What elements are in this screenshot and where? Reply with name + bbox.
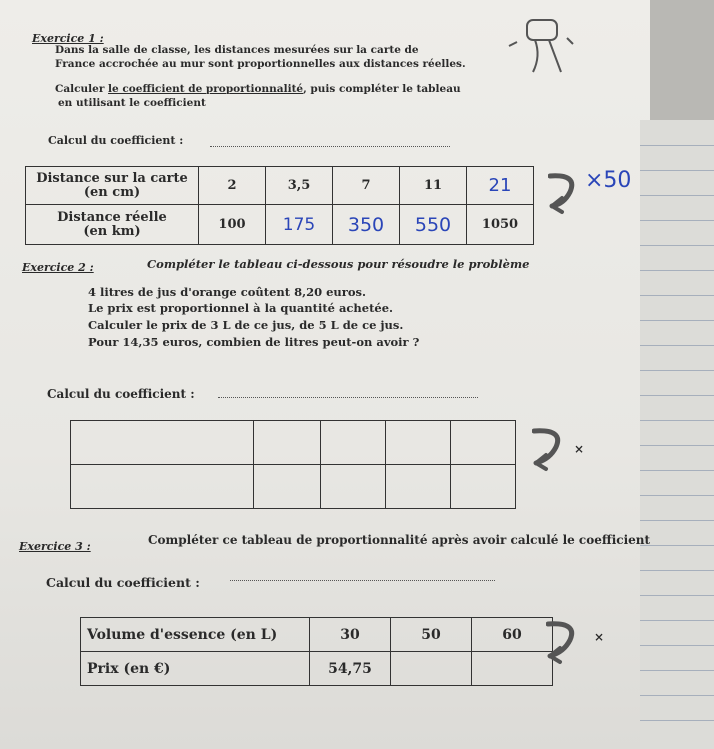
- ex1-multiplier: ×50: [585, 168, 632, 193]
- ex3-cell-r1c1: 30: [310, 618, 391, 652]
- ex1-coef-label: Calcul du coefficient :: [48, 134, 184, 147]
- ex1-table: [25, 166, 534, 245]
- ex2-line2: Le prix est proportionnel à la quantité achetée.: [88, 301, 394, 315]
- ex1-cell-r1c1: 2: [199, 167, 266, 205]
- ex1-line3-c: , puis compléter le tableau: [303, 83, 461, 95]
- ex2-cell-r2c0[interactable]: [71, 465, 254, 509]
- underlying-lined-sheet: [640, 120, 714, 749]
- ex3-cell-r1c2: 50: [391, 618, 472, 652]
- ex1-coef-answer-line[interactable]: [210, 146, 450, 147]
- ex3-coef-answer-line[interactable]: [230, 580, 495, 581]
- ex1-row2-label: Distance réelle (en km): [26, 205, 199, 245]
- ex3-row1-label: Volume d'essence (en L): [81, 618, 310, 652]
- ex2-coef-answer-line[interactable]: [218, 397, 478, 398]
- ex3-cell-r2c2[interactable]: [391, 652, 472, 686]
- ex3-coef-label: Calcul du coefficient :: [46, 575, 200, 590]
- ex2-cell-r2c3[interactable]: [386, 465, 451, 509]
- ex1-line1: Dans la salle de classe, les distances mesurées sur la carte de: [55, 44, 419, 56]
- ex1-cell-r2c5: 1050: [467, 205, 534, 245]
- ex2-row1: [71, 421, 516, 465]
- ex1-line3-b: le coefficient de proportionnalité: [108, 83, 304, 95]
- ex1-title: Exercice 1 :: [32, 32, 104, 45]
- ex1-row1-label: Distance sur la carte (en cm): [26, 167, 199, 205]
- ex1-cell-r1c5[interactable]: 21: [467, 167, 534, 205]
- ex2-cell-r2c4[interactable]: [451, 465, 516, 509]
- ex1-line3: [55, 83, 461, 95]
- ex1-line3-a: Calculer: [55, 83, 109, 95]
- ex2-cell-r1c2[interactable]: [321, 421, 386, 465]
- ex1-cell-r2c3[interactable]: 350: [333, 205, 400, 245]
- ex3-title: Exercice 3 :: [19, 540, 91, 553]
- ex3-arrow-icon: [546, 618, 588, 668]
- ex2-arrow-icon: [532, 425, 574, 475]
- ex2-cell-r1c1[interactable]: [254, 421, 321, 465]
- ex2-line4: Pour 14,35 euros, combien de litres peut-on avoir ?: [88, 335, 420, 349]
- ex3-table: [80, 617, 553, 686]
- ex1-cell-r2c1: 100: [199, 205, 266, 245]
- ex2-row2: [71, 465, 516, 509]
- ex1-line4: en utilisant le coefficient: [58, 97, 206, 109]
- ex1-line2: France accrochée au mur sont proportionnelles aux distances réelles.: [55, 58, 466, 70]
- clipart-illustration: [505, 16, 585, 76]
- ex3-instruction: Compléter ce tableau de proportionnalité après avoir calculé le coefficient: [148, 533, 651, 547]
- ex2-cell-r1c4[interactable]: [451, 421, 516, 465]
- ex2-cell-r1c3[interactable]: [386, 421, 451, 465]
- ex1-row-carte: [26, 167, 534, 205]
- ex2-cell-r2c2[interactable]: [321, 465, 386, 509]
- ex3-row2-label: Prix (en €): [81, 652, 310, 686]
- ex1-cell-r2c2[interactable]: 175: [266, 205, 333, 245]
- ex1-row-reelle: [26, 205, 534, 245]
- ex3-row-prix: [81, 652, 553, 686]
- ex2-line3: Calculer le prix de 3 L de ce jus, de 5 L de ce jus.: [88, 318, 404, 332]
- ex1-cell-r1c3: 7: [333, 167, 400, 205]
- ex3-cell-r2c1: 54,75: [310, 652, 391, 686]
- ex3-row-volume: [81, 618, 553, 652]
- ex3-cell-r1c3: 60: [472, 618, 553, 652]
- ex2-line1: 4 litres de jus d'orange coûtent 8,20 euros.: [88, 285, 366, 299]
- ex1-cell-r2c4[interactable]: 550: [400, 205, 467, 245]
- ex2-instruction: Compléter le tableau ci-dessous pour résoudre le problème: [147, 257, 530, 271]
- ex2-cell-r2c1[interactable]: [254, 465, 321, 509]
- ex1-cell-r1c2: 3,5: [266, 167, 333, 205]
- ex2-multiplier: ×: [574, 442, 585, 456]
- ex2-coef-label: Calcul du coefficient :: [47, 387, 195, 401]
- ex2-table: [70, 420, 516, 509]
- ex3-cell-r2c3[interactable]: [472, 652, 553, 686]
- ex1-cell-r1c4: 11: [400, 167, 467, 205]
- ex3-multiplier: ×: [594, 630, 605, 644]
- ex1-arrow-icon: [548, 170, 588, 220]
- ex2-title: Exercice 2 :: [22, 261, 94, 274]
- ex2-cell-r1c0[interactable]: [71, 421, 254, 465]
